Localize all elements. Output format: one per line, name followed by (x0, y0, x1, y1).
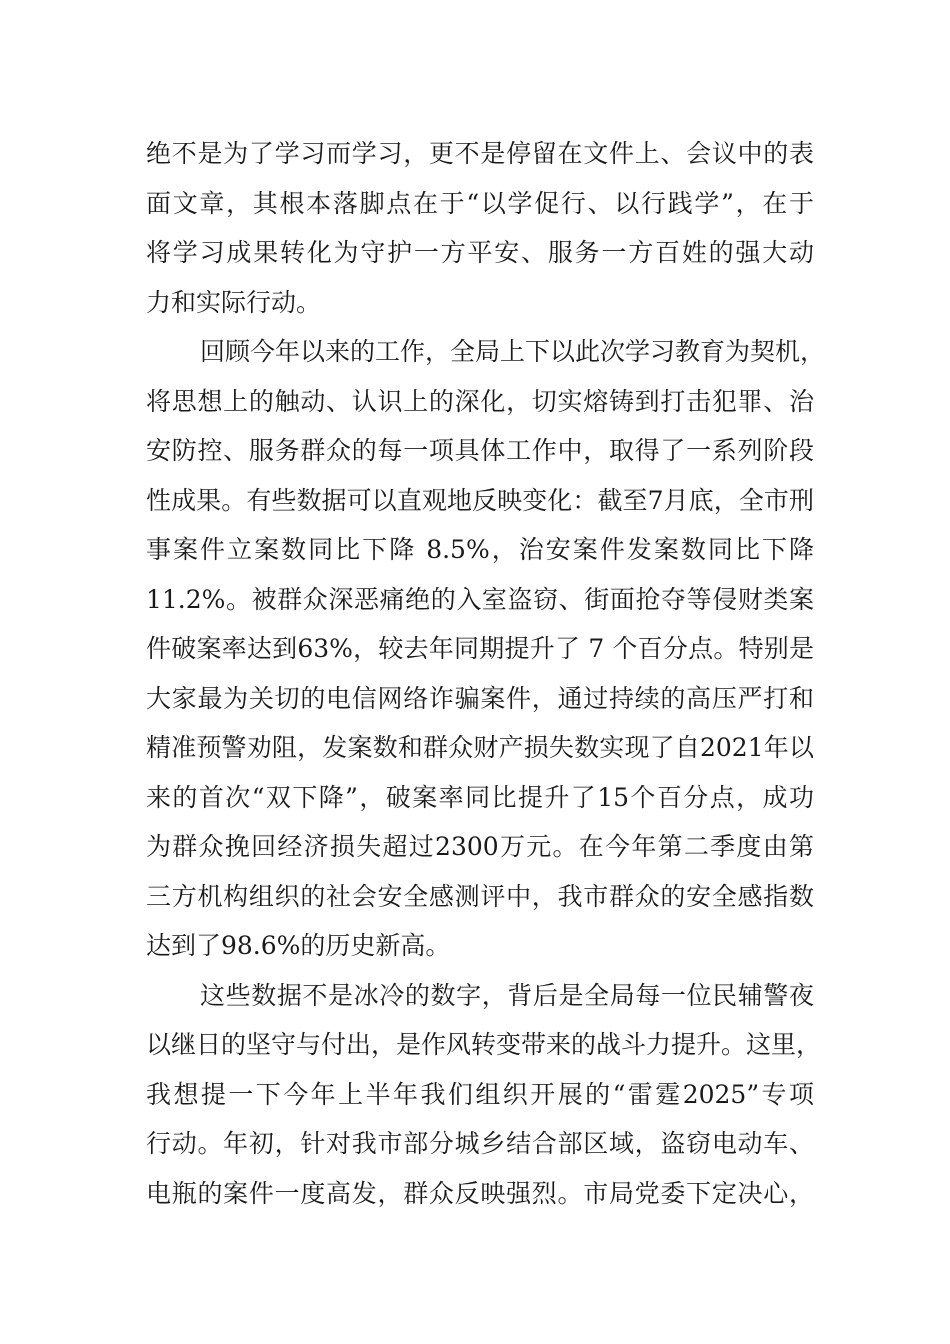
text-line: 将思想上的触动、认识上的深化，切实熔铸到打击犯罪、治 (146, 386, 814, 416)
text-line: 将学习成果转化为守护一方平安、服务一方百姓的强大动 (146, 238, 814, 267)
text-line: 来的首次“双下降”，破案率同比提升了15个百分点，成功 (146, 782, 814, 812)
text-line: 事案件立案数同比下降 8.5%，治安案件发案数同比下降 (146, 535, 814, 564)
text-line: 力和实际行动。 (146, 287, 322, 317)
text-line: 达到了98.6%的历史新高。 (146, 931, 451, 960)
text-line: 大家最为关切的电信网络诈骗案件，通过持续的高压严打和 (146, 683, 814, 713)
text-line: 绝不是为了学习而学习，更不是停留在文件上、会议中的表 (146, 139, 814, 168)
text-line: 以继日的坚守与付出，是作风转变带来的战斗力提升。这里， (146, 1030, 822, 1059)
text-line: 性成果。有些数据可以直观地反映变化：截至7月底，全市刑 (146, 485, 814, 515)
text-line: 件破案率达到63%，较去年同期提升了 7 个百分点。特别是 (146, 634, 814, 663)
text-line: 电瓶的案件一度高发，群众反映强烈。市局党委下定决心， (146, 1178, 814, 1208)
text-line: 11.2%。被群众深恶痛绝的入室盗窃、街面抢夺等侵财类案 (146, 584, 814, 614)
paragraph (146, 971, 822, 1219)
document-body (146, 129, 826, 1218)
text-line: 面文章，其根本落脚点在于“以学促行、以行践学”，在于 (146, 188, 814, 218)
paragraph (146, 129, 814, 327)
text-line: 我想提一下今年上半年我们组织开展的“雷霆2025”专项 (146, 1079, 814, 1109)
paragraph (146, 327, 826, 971)
text-line: 行动。年初，针对我市部分城乡结合部区域，盗窃电动车、 (146, 1129, 814, 1158)
text-line: 为群众挽回经济损失超过2300万元。在今年第二季度由第 (146, 832, 814, 861)
text-line: 三方机构组织的社会安全感测评中，我市群众的安全感指数 (146, 881, 814, 911)
text-line: 精准预警劝阻，发案数和群众财产损失数实现了自2021年以 (146, 733, 814, 762)
text-line: 回顾今年以来的工作，全局上下以此次学习教育为契机， (200, 337, 826, 366)
text-line: 安防控、服务群众的每一项具体工作中，取得了一系列阶段 (146, 436, 814, 465)
text-line: 这些数据不是冰冷的数字，背后是全局每一位民辅警夜 (200, 980, 814, 1010)
